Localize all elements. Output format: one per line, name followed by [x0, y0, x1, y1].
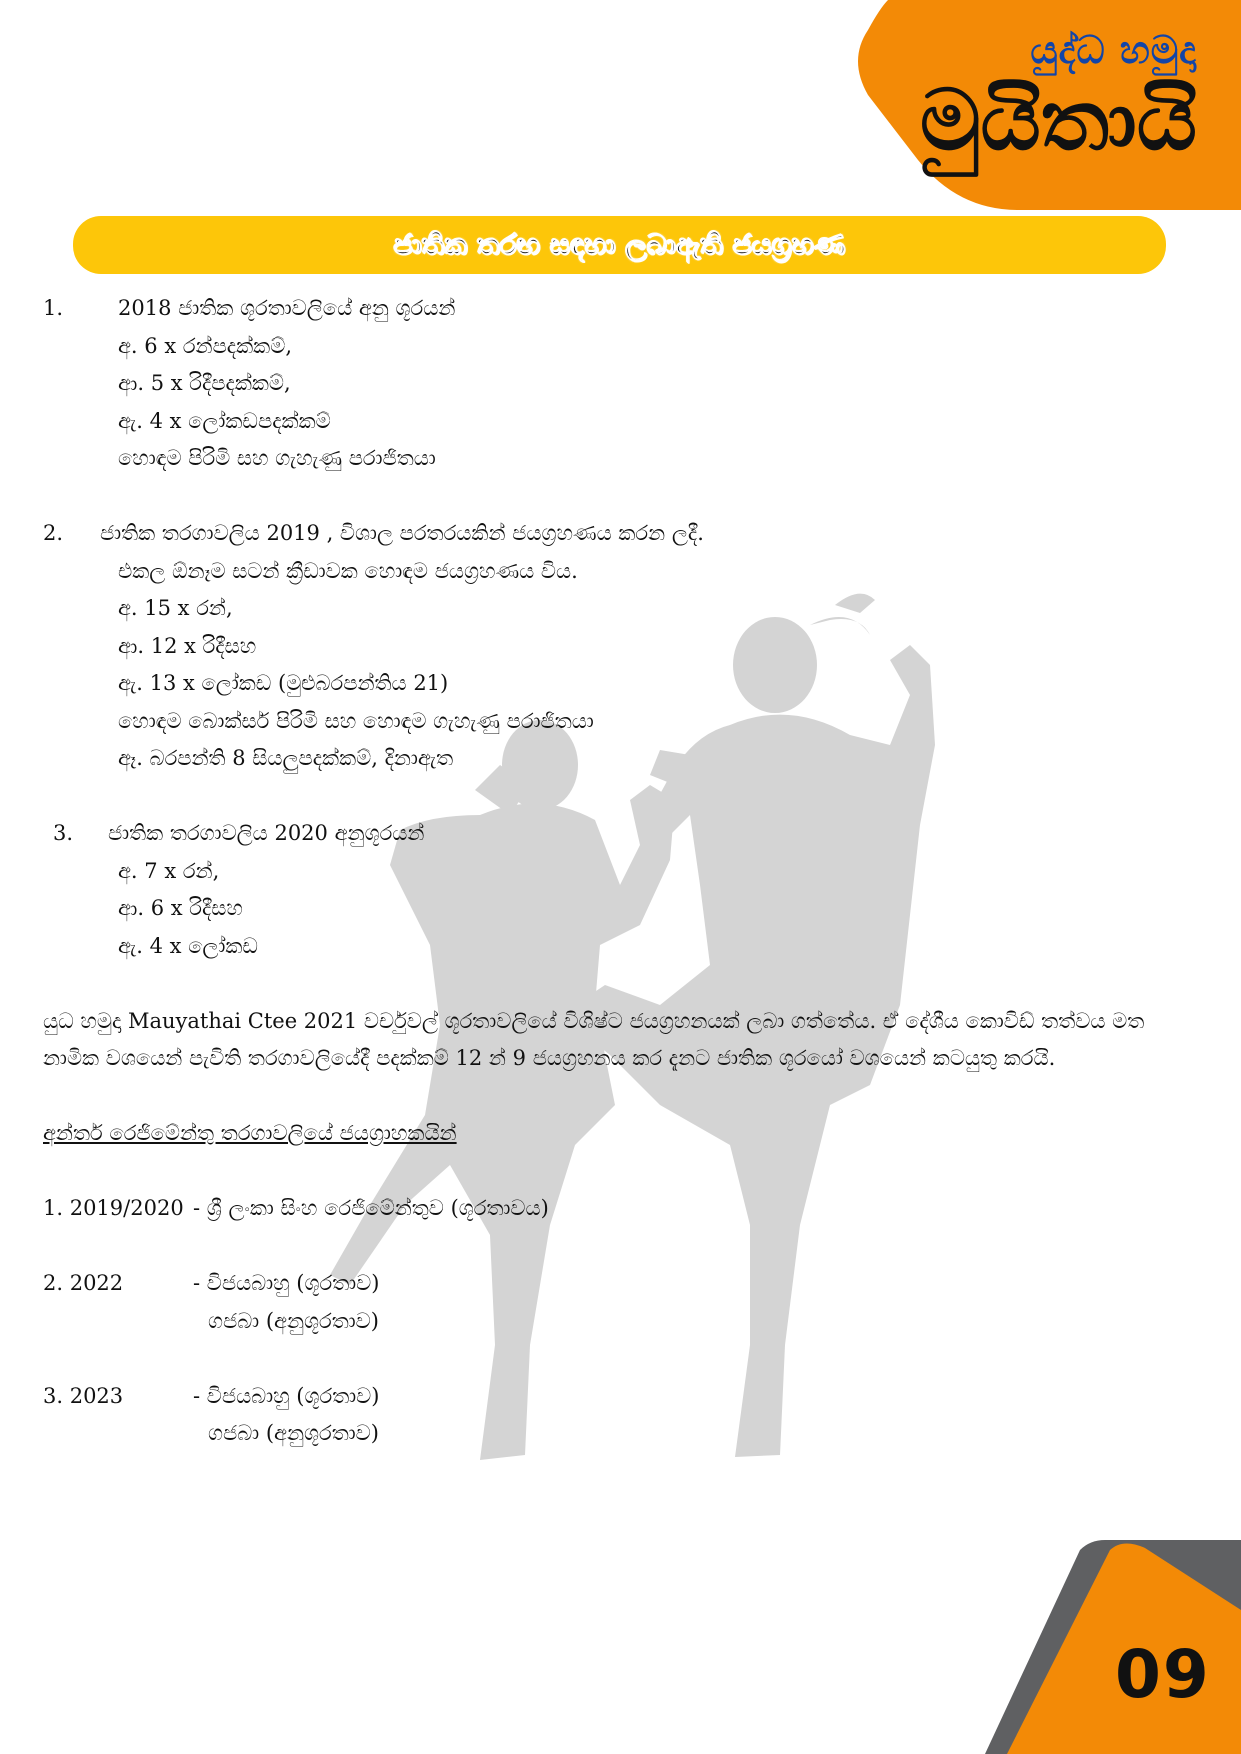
- page-number: 09: [1115, 1636, 1211, 1713]
- heading-text: ජාතික තරගාවලිය 2020 අනුශූරයන්: [108, 821, 425, 845]
- list-number: 2.: [43, 521, 64, 545]
- list-item: හොඳම බොක්සර් පිරිමි සහ හොඳම ගැහැණු පරාජිතයා: [118, 708, 594, 733]
- heading-text: 2018 ජාතික ශූරතාවලියේ අනු ශූරයන්: [118, 296, 456, 320]
- logo-title: මුයිතායි: [919, 71, 1197, 169]
- entry-year: 1. 2019/2020: [43, 1196, 184, 1220]
- winner-entry: [43, 1378, 1173, 1416]
- section-title: ජාතික තරඟ සඳහා ලබාඇති ජයග්‍රහණ: [393, 228, 846, 261]
- heading-text: ජාතික තරගාවලිය 2019 , විශාල පරතරයකින් ජයග්‍රහණය කරන ලදී.: [100, 521, 704, 545]
- list-item: අ. 15 x රන්,: [118, 596, 233, 620]
- list-item: ඇ. 4 x ලෝකඩ: [118, 933, 258, 958]
- list-item: ඇ. 4 x ලෝකඩපදක්කම්: [118, 408, 331, 433]
- entry-result: - ශ්‍රී ලංකා සිංහ රෙජිමේන්තුව (ශූරතාවය): [193, 1196, 549, 1220]
- main-content: [43, 290, 1173, 1453]
- list-item: අ. 6 x රන්පදක්කම්,: [118, 333, 292, 358]
- entry-year: 2. 2022: [43, 1271, 124, 1295]
- entry-result-secondary: ගජබා (අනුශූරතාව): [208, 1421, 379, 1445]
- section-2-heading: [43, 515, 1173, 553]
- list-item: ආ. 6 x රිදීසහ: [118, 896, 243, 920]
- list-number: 1.: [43, 296, 64, 320]
- winner-entry: [43, 1265, 1173, 1303]
- section-1-heading: [43, 290, 1173, 328]
- section-3-heading: [43, 815, 1173, 853]
- entry-result-secondary: ගජබා (අනුශූරතාව): [208, 1308, 379, 1333]
- section-title-banner: [73, 216, 1166, 274]
- summary-paragraph: යුධ හමුදා Mauyathai Ctee 2021 වර්චුවල් ශූරතාවලියේ විශිෂ්ට ජයග්‍රහනයක් ලබා ගත්තේය. ඒ දේශීය කොවිඩ් තත්වය මත නාමික වශයෙන් පැවිති තරගාවලියේදී පදක්කම් 12 න් 9 ජයග්‍රහනය කර දැනට ජාතික ශූරයෝ වශයෙන් කටයුතු කරයි.: [43, 1008, 1145, 1070]
- list-number: 3.: [53, 821, 74, 845]
- list-item: ඇ. 13 x ලෝකඩ (මුළුබරපන්තිය 21): [118, 671, 449, 695]
- list-item: එකල ඕනෑම සටන් ක්‍රීඩාවක හොඳම ජයග්‍රහණය විය.: [118, 558, 578, 583]
- list-item: ආ. 5 x රිදීපදක්කම්,: [118, 371, 291, 395]
- logo-subtitle: යුද්ධ හමුදා: [1030, 28, 1197, 72]
- entry-year: 3. 2023: [43, 1383, 124, 1408]
- winner-entry: [43, 1190, 1173, 1228]
- entry-result: - විජයබාහු (ශූරතාව): [193, 1383, 380, 1408]
- list-item: ඈ. බරපන්ති 8 සියලුපදක්කම්, දිනාඇත: [118, 746, 454, 770]
- inter-regiment-heading: අන්තර් රෙජිමේන්තු තරගාවලියේ ජයග්‍රාහකයින්: [43, 1121, 457, 1145]
- list-item: හොඳම පිරිමි සහ ගැහැණු පරාජිතයා: [118, 446, 436, 470]
- list-item: අ. 7 x රන්,: [118, 858, 220, 883]
- list-item: ආ. 12 x රිදීසහ: [118, 633, 257, 658]
- entry-result: - විජයබාහු (ශූරතාව): [193, 1271, 380, 1295]
